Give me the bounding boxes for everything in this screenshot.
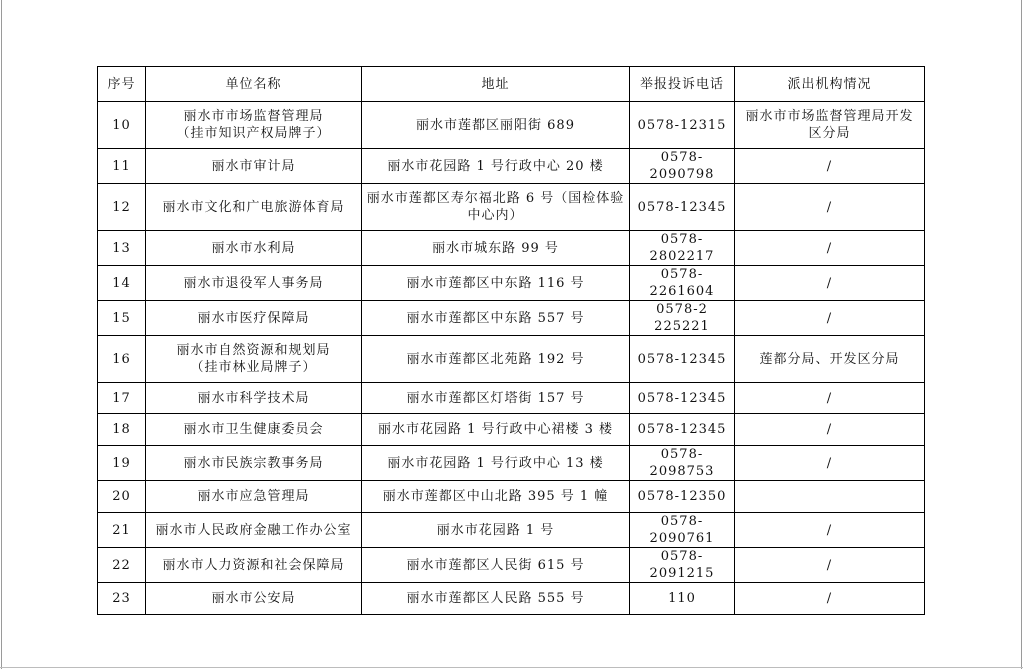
table-body [98, 102, 925, 615]
cell-phone-text: 0578-2261604 [649, 267, 715, 299]
cell-unit-name [146, 583, 362, 615]
cell-seq-text: 21 [112, 522, 131, 538]
cell-branch-text: / [826, 557, 833, 573]
header-branch-info: 派出机构情况 [735, 67, 925, 102]
cell-phone-text: 0578-2090798 [649, 150, 715, 182]
cell-unit-name-text: 丽水市民族宗教事务局 [183, 455, 324, 471]
cell-unit-name-text: 丽水市市场监督管理局 [183, 109, 324, 124]
cell-address-line2: 中心内） [467, 208, 524, 223]
cell-address [362, 266, 630, 301]
cell-branch [735, 266, 925, 301]
table-header-row [98, 67, 925, 102]
cell-branch [735, 149, 925, 184]
header-address: 地址 [362, 67, 630, 102]
cell-seq-text: 18 [112, 422, 131, 437]
cell-seq [98, 446, 146, 481]
cell-phone [630, 414, 735, 446]
cell-branch-text: / [826, 591, 833, 606]
cell-address-text: 丽水市莲都区北苑路 192 号 [406, 351, 585, 367]
cell-phone-text: 0578-12345 [637, 422, 727, 437]
cell-address-text: 丽水市莲都区灯塔街 157 号 [406, 390, 585, 406]
cell-address-text: 丽水市莲都区寿尔福北路 6 号（国检体验 [366, 191, 625, 206]
cell-seq [98, 231, 146, 266]
cell-phone [630, 446, 735, 481]
cell-branch-text: 莲都分局、开发区分局 [759, 351, 900, 367]
page-edge-right [1021, 0, 1022, 669]
cell-address [362, 336, 630, 383]
cell-seq [98, 548, 146, 583]
cell-phone [630, 481, 735, 513]
table-row [98, 513, 925, 548]
cell-phone [630, 548, 735, 583]
cell-seq-text: 11 [112, 158, 131, 174]
cell-address-text: 丽水市花园路 1 号 [436, 522, 555, 538]
table-row [98, 102, 925, 149]
cell-unit-name [146, 184, 362, 231]
cell-address [362, 513, 630, 548]
cell-address [362, 481, 630, 513]
cell-branch-text: 丽水市市场监督管理局开发 [745, 109, 914, 124]
cell-unit-name-text: 丽水市审计局 [211, 158, 296, 174]
cell-branch-text: / [826, 240, 833, 256]
cell-address-text: 丽水市莲都区中东路 116 号 [406, 275, 585, 291]
cell-unit-name [146, 513, 362, 548]
cell-address [362, 414, 630, 446]
table-row [98, 266, 925, 301]
cell-unit-name-text: 丽水市应急管理局 [197, 489, 310, 504]
cell-seq-text: 10 [112, 117, 131, 133]
cell-branch [735, 583, 925, 615]
cell-phone-text: 110 [668, 591, 696, 606]
cell-unit-name-text: 丽水市人力资源和社会保障局 [162, 557, 345, 573]
cell-seq-text: 22 [112, 557, 131, 573]
table-row [98, 184, 925, 231]
cell-unit-name-text: 丽水市科学技术局 [197, 390, 310, 406]
cell-phone [630, 266, 735, 301]
cell-unit-name [146, 548, 362, 583]
cell-unit-name [146, 383, 362, 414]
cell-phone [630, 184, 735, 231]
table-row [98, 383, 925, 414]
cell-address-text: 丽水市花园路 1 号行政中心裙楼 3 楼 [377, 422, 614, 437]
cell-branch [735, 414, 925, 446]
cell-address-text: 丽水市花园路 1 号行政中心 13 楼 [387, 455, 604, 471]
cell-branch-text: / [826, 275, 833, 291]
cell-unit-name [146, 446, 362, 481]
cell-address [362, 446, 630, 481]
cell-unit-name [146, 231, 362, 266]
cell-seq-text: 13 [112, 240, 131, 256]
cell-unit-name-text: 丽水市医疗保障局 [197, 310, 310, 326]
cell-seq [98, 102, 146, 149]
cell-branch-text: / [826, 310, 833, 326]
cell-address [362, 231, 630, 266]
cell-phone-text: 0578-2 225221 [654, 302, 710, 334]
cell-unit-name [146, 301, 362, 336]
cell-phone-text: 0578-12345 [637, 351, 727, 367]
cell-branch [735, 383, 925, 414]
cell-phone [630, 301, 735, 336]
cell-branch [735, 446, 925, 481]
cell-seq-text: 12 [112, 199, 131, 215]
header-seq: 序号 [98, 67, 146, 102]
cell-branch-text: / [826, 522, 833, 538]
cell-seq-text: 23 [112, 591, 131, 606]
cell-unit-name [146, 414, 362, 446]
cell-branch [735, 481, 925, 513]
table-row [98, 231, 925, 266]
cell-unit-name-text: 丽水市文化和广电旅游体育局 [162, 199, 345, 215]
cell-branch [735, 102, 925, 149]
cell-phone-text: 0578-12345 [637, 390, 727, 406]
cell-phone [630, 102, 735, 149]
cell-address [362, 301, 630, 336]
cell-address [362, 383, 630, 414]
cell-address-text: 丽水市城东路 99 号 [432, 240, 559, 256]
cell-seq-text: 17 [112, 390, 131, 406]
cell-address-text: 丽水市莲都区人民路 555 号 [406, 591, 585, 606]
table-row [98, 301, 925, 336]
cell-address [362, 184, 630, 231]
cell-phone [630, 583, 735, 615]
table-row [98, 481, 925, 513]
cell-branch [735, 184, 925, 231]
cell-phone-text: 0578-12315 [637, 117, 727, 133]
cell-unit-name [146, 266, 362, 301]
cell-address [362, 102, 630, 149]
cell-branch [735, 336, 925, 383]
cell-address [362, 583, 630, 615]
cell-address-text: 丽水市莲都区中山北路 395 号 1 幢 [382, 489, 609, 504]
cell-unit-name-line2: （挂市林业局牌子） [190, 360, 317, 375]
cell-address [362, 149, 630, 184]
table-row [98, 583, 925, 615]
header-unit-name: 单位名称 [146, 67, 362, 102]
cell-phone-text: 0578-2802217 [649, 232, 715, 264]
cell-branch-text: / [826, 390, 833, 406]
cell-unit-name [146, 336, 362, 383]
cell-seq [98, 149, 146, 184]
cell-address [362, 548, 630, 583]
cell-unit-name-text: 丽水市水利局 [211, 240, 296, 256]
cell-unit-name [146, 149, 362, 184]
cell-seq [98, 481, 146, 513]
cell-branch-text: / [826, 158, 833, 174]
cell-seq [98, 184, 146, 231]
complaint-directory-table [97, 66, 925, 615]
cell-branch [735, 231, 925, 266]
cell-phone [630, 336, 735, 383]
cell-unit-name-text: 丽水市人民政府金融工作办公室 [155, 522, 352, 538]
cell-branch [735, 548, 925, 583]
page-edge-bottom [0, 667, 1023, 668]
cell-unit-name [146, 102, 362, 149]
cell-branch [735, 301, 925, 336]
cell-unit-name-text: 丽水市退役军人事务局 [183, 275, 324, 291]
cell-phone-text: 0578-2098753 [649, 447, 715, 479]
cell-branch-text: / [826, 422, 833, 437]
cell-seq-text: 19 [112, 455, 131, 471]
cell-phone-text: 0578-12350 [637, 489, 727, 504]
cell-unit-name-text: 丽水市公安局 [211, 591, 296, 606]
cell-branch-line2: 区分局 [808, 126, 851, 141]
cell-unit-name-text: 丽水市卫生健康委员会 [183, 422, 324, 437]
cell-seq [98, 266, 146, 301]
cell-seq [98, 383, 146, 414]
cell-seq [98, 583, 146, 615]
cell-branch-text: / [826, 455, 833, 471]
cell-phone-text: 0578-12345 [637, 199, 727, 215]
header-complaint-phone: 举报投诉电话 [630, 67, 735, 102]
cell-phone [630, 383, 735, 414]
table-row [98, 548, 925, 583]
table-row [98, 149, 925, 184]
cell-branch-text: / [826, 199, 833, 215]
cell-phone [630, 231, 735, 266]
cell-seq-text: 16 [112, 351, 131, 367]
cell-seq-text: 20 [112, 489, 131, 504]
cell-seq [98, 301, 146, 336]
cell-phone [630, 149, 735, 184]
cell-address-text: 丽水市莲都区人民街 615 号 [406, 557, 585, 573]
cell-seq-text: 14 [112, 275, 131, 291]
cell-seq [98, 414, 146, 446]
cell-seq-text: 15 [112, 310, 131, 326]
table-row [98, 336, 925, 383]
cell-phone [630, 513, 735, 548]
cell-address-text: 丽水市莲都区中东路 557 号 [406, 310, 585, 326]
cell-seq [98, 513, 146, 548]
table-row [98, 414, 925, 446]
cell-unit-name-line2: （挂市知识产权局牌子） [176, 126, 331, 141]
table-row [98, 446, 925, 481]
page-edge-left [1, 0, 2, 669]
cell-phone-text: 0578-2091215 [649, 549, 715, 581]
cell-branch [735, 513, 925, 548]
cell-address-text: 丽水市花园路 1 号行政中心 20 楼 [387, 158, 604, 174]
cell-address-text: 丽水市莲都区丽阳街 689 [416, 117, 575, 133]
cell-unit-name [146, 481, 362, 513]
cell-phone-text: 0578-2090761 [649, 514, 715, 546]
cell-unit-name-text: 丽水市自然资源和规划局 [176, 343, 331, 358]
cell-seq [98, 336, 146, 383]
